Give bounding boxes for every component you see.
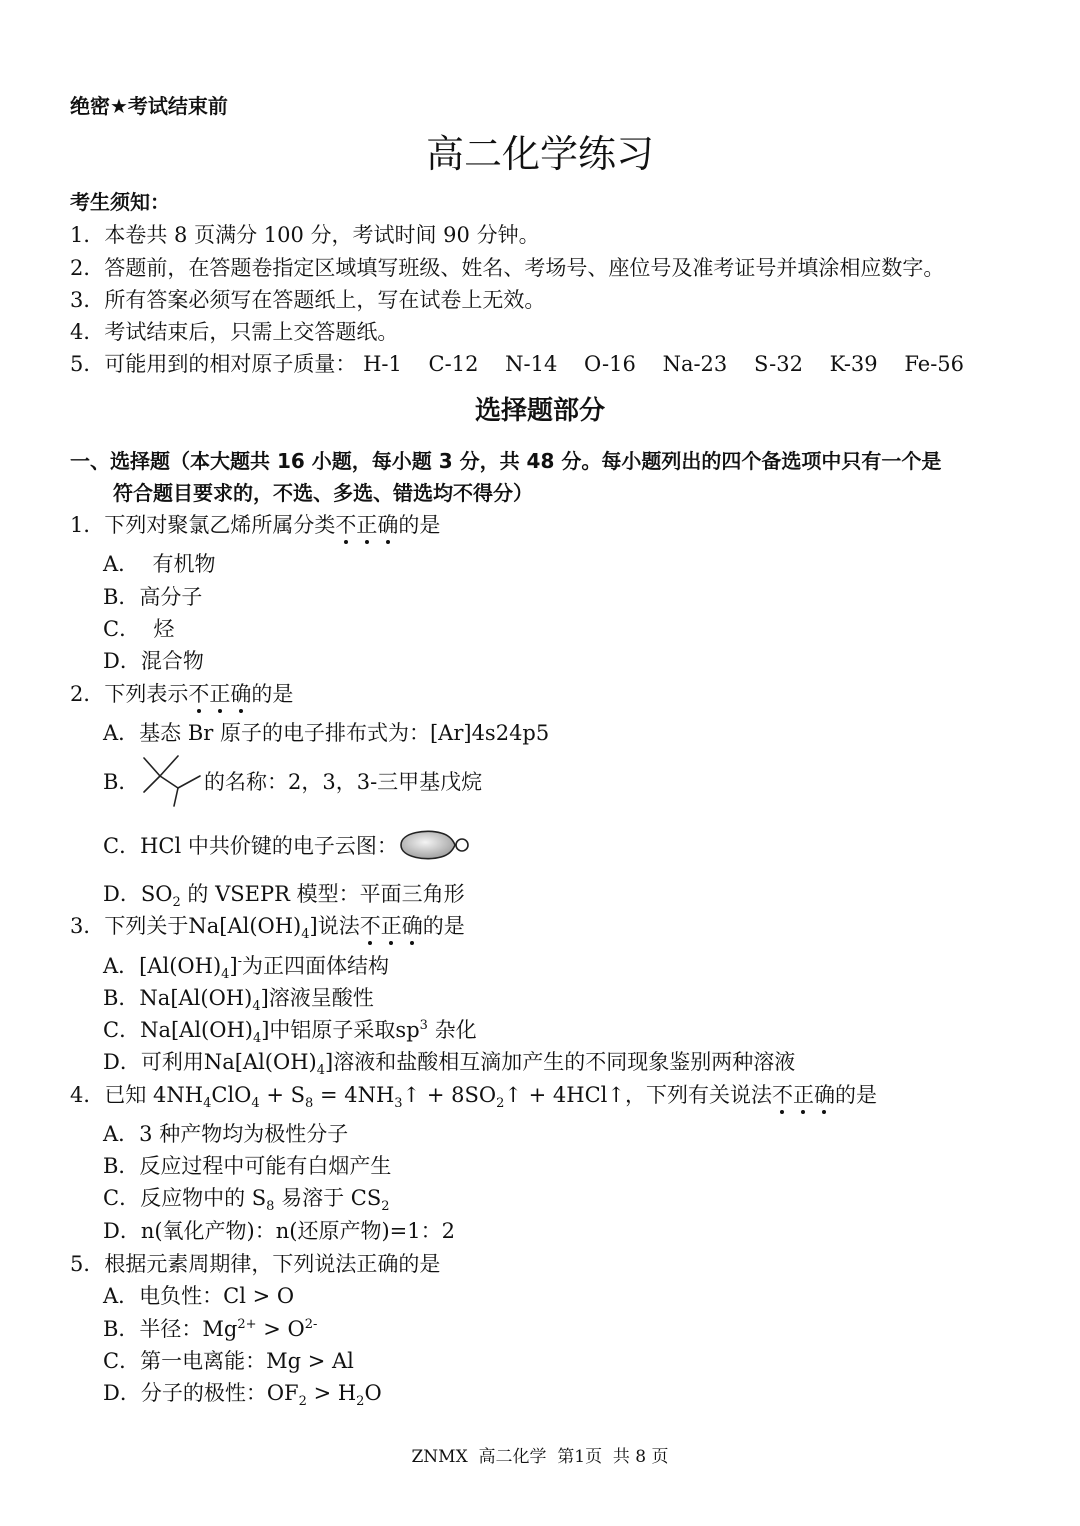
question-4-stem: 4．已知 $4NH_4ClO_4 + S_8$ = $4NH_3↑$ + $8SO_2↑$ + 4HCl↑，下列有关说法不正确的是 <box>70 1083 877 1112</box>
bond <box>178 776 200 788</box>
bond <box>144 776 160 792</box>
notice-heading: 考生须知： <box>70 190 170 214</box>
emphasis-char: 正 <box>356 513 378 537</box>
q4-option-a: A．3 种产物均为极性分子 <box>103 1122 349 1146</box>
q1-option-b: B．高分子 <box>103 585 203 609</box>
emphasis-char: 不 <box>188 682 210 706</box>
q4-option-c: C．反应物中的 $S_8$ 易溶于 $CS_2$ <box>103 1186 390 1215</box>
electron-cloud-small-lobe <box>456 839 468 851</box>
q2-option-d: D．$SO_2$ 的 VSEPR 模型：平面三角形 <box>103 882 465 911</box>
question-1-stem-text: 1．下列对聚氯乙烯所属分类 <box>70 513 336 537</box>
q2-option-b-text: 的名称：2，3，3-三甲基戊烷 <box>204 770 483 794</box>
notice-item-5 <box>70 352 964 376</box>
question-3-stem: 3．下列关于$Na[Al(OH)_4]$说法不正确的是 <box>70 914 465 943</box>
question-2-stem <box>70 682 293 706</box>
question-5-stem: 5．根据元素周期律，下列说法正确的是 <box>70 1252 441 1276</box>
skeletal-structure-diagram <box>138 752 204 810</box>
section-instruction-line1: 一、选择题（本大题共 16 小题，每小题 3 分，共 48 分。每小题列出的四个备选项中只有一个是 <box>70 449 942 473</box>
atomic-mass: Na-23 <box>662 352 728 376</box>
emphasis-char: 确 <box>813 1083 835 1107</box>
q5-option-c: C．第一电离能：Mg > Al <box>103 1349 354 1373</box>
question-2-stem-end: 的是 <box>251 682 294 706</box>
atomic-mass: C-12 <box>428 352 479 376</box>
notice-item-1: 1．本卷共 8 页满分 100 分，考试时间 90 分钟。 <box>70 223 540 247</box>
q4-option-d: D．n(氧化产物)：n(还原产物)=1：2 <box>103 1219 455 1243</box>
emphasis-char: 确 <box>401 914 423 938</box>
atomic-mass: N-14 <box>505 352 558 376</box>
electron-cloud-diagram <box>397 826 473 864</box>
emphasis-char: 正 <box>792 1083 814 1107</box>
emphasis-char: 不 <box>335 513 357 537</box>
section-instruction-line2: 符合题目要求的，不选、多选、错选均不得分） <box>113 481 533 505</box>
atomic-mass: H-1 <box>363 352 402 376</box>
atomic-mass: K-39 <box>829 352 878 376</box>
q1-option-a: A． 有机物 <box>103 552 216 576</box>
q5-option-a: A．电负性：Cl > O <box>103 1284 295 1308</box>
bond <box>174 788 178 806</box>
question-1-stem <box>70 513 440 537</box>
notice-item-3: 3．所有答案必须写在答题纸上，写在试卷上无效。 <box>70 288 546 312</box>
notice-item-4: 4．考试结束后，只需上交答题纸。 <box>70 320 399 344</box>
atomic-mass: Fe-56 <box>904 352 965 376</box>
notice-item-5-label: 5．可能用到的相对原子质量： <box>70 352 357 376</box>
atomic-mass: S-32 <box>753 352 803 376</box>
bond <box>160 756 178 776</box>
notice-item-2: 2．答题前，在答题卷指定区域填写班级、姓名、考场号、座位号及准考证号并填涂相应数字。 <box>70 256 945 280</box>
electron-cloud-lobe <box>401 831 455 858</box>
q3-option-b: B．$Na[Al(OH)_4]$溶液呈酸性 <box>103 986 374 1015</box>
question-1-stem-end: 的是 <box>398 513 441 537</box>
bond <box>144 758 160 776</box>
emphasis-char: 确 <box>377 513 399 537</box>
emphasis-char: 不 <box>359 914 381 938</box>
bond <box>160 776 178 788</box>
q5-option-b: B．半径：$Mg^{2+} > O^{2-}$ <box>103 1317 318 1341</box>
q2-option-a: A．基态 Br 原子的电子排布式为：[Ar]4s24p5 <box>103 721 550 745</box>
page-footer: ZNMX 高二化学 第1页 共 8 页 <box>411 1447 669 1467</box>
q1-option-d: D．混合物 <box>103 649 204 673</box>
q2-option-b-label: B． <box>103 770 140 794</box>
q3-option-c: C．$Na[Al(OH)_4]$中铝原子采取$sp^3$ 杂化 <box>103 1018 477 1047</box>
emphasis-char: 正 <box>209 682 231 706</box>
question-2-stem-text: 2．下列表示 <box>70 682 189 706</box>
emphasis-char: 正 <box>380 914 402 938</box>
emphasis-char: 确 <box>230 682 252 706</box>
q3-option-a: A．$[Al(OH)_4]^-$为正四面体结构 <box>103 954 390 983</box>
section-title: 选择题部分 <box>474 396 605 426</box>
page-title: 高二化学练习 <box>425 132 654 176</box>
atomic-mass: O-16 <box>584 352 636 376</box>
emphasis-char: 不 <box>771 1083 793 1107</box>
q3-option-d: D．可利用$Na[Al(OH)_4]$溶液和盐酸相互滴加产生的不同现象鉴别两种溶液 <box>103 1050 796 1079</box>
confidential-mark: 绝密★考试结束前 <box>70 94 228 118</box>
q2-option-c: C．HCl 中共价键的电子云图： <box>103 834 398 858</box>
q4-option-b: B．反应过程中可能有白烟产生 <box>103 1154 392 1178</box>
q1-option-c: C． 烃 <box>103 617 175 641</box>
q5-option-d: D．分子的极性：$OF_2 > H_2O$ <box>103 1381 382 1410</box>
